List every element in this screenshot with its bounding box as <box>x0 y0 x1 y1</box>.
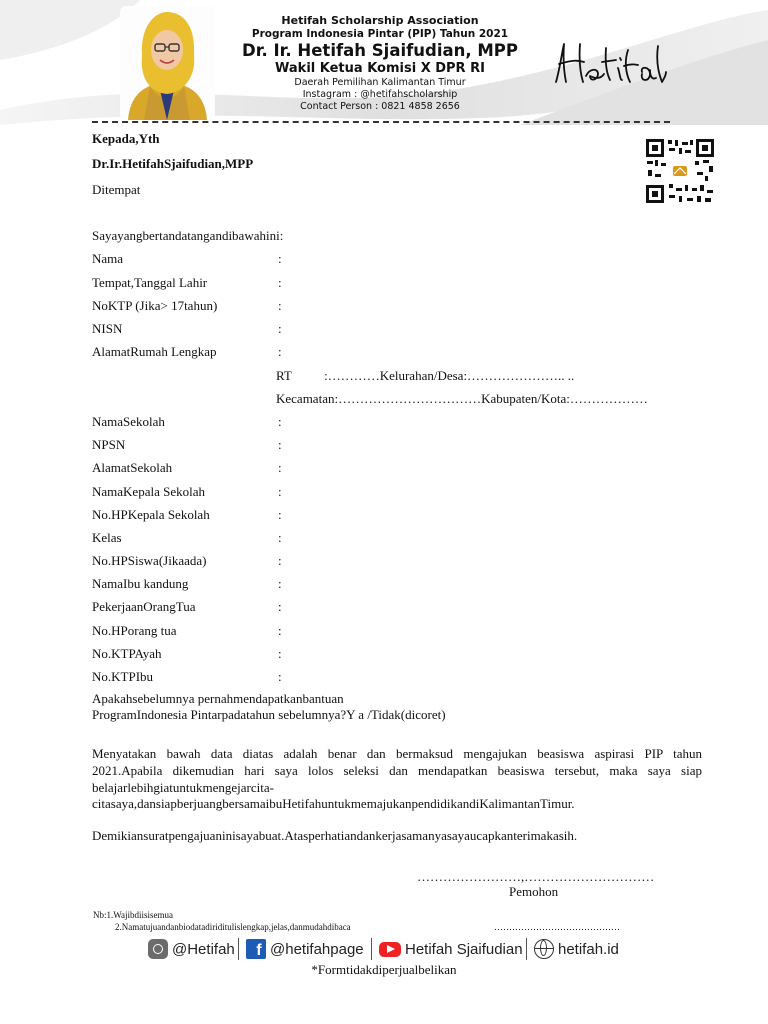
footer-separator <box>238 938 239 960</box>
youtube-icon <box>379 942 401 957</box>
field-label: AlamatRumah Lengkap <box>92 344 217 359</box>
field-colon: : <box>278 298 282 313</box>
header-divider <box>92 121 670 123</box>
field-label: NoKTP (Jika> 17tahun) <box>92 298 218 313</box>
field-colon: : <box>278 553 282 568</box>
field-colon: : <box>278 251 282 266</box>
signature-line: …………………………………… <box>494 922 620 932</box>
field-colon: : <box>278 530 282 545</box>
signature-logo <box>550 38 670 88</box>
field-label: Kelas <box>92 530 122 545</box>
applicant-label: Pemohon <box>509 884 559 899</box>
field-colon: : <box>278 484 282 499</box>
field-label: No.HPKepala Sekolah <box>92 507 210 522</box>
statement-line-2: 2021.Apabila dikemudian hari saya lolos seleksi dan mendapatkan beasiswa tersebut, maka saya siap <box>92 763 702 778</box>
field-colon: : <box>278 599 282 614</box>
globe-icon <box>534 939 554 959</box>
instagram-icon <box>148 939 168 959</box>
instagram-handle: Instagram : @hetifahscholarship <box>302 89 458 100</box>
statement-line-1: Menyatakan bawah data diatas adalah benar dan bermaksud mengajukan beasiswa aspirasi PIP tahun <box>92 746 702 761</box>
field-label: Nama <box>92 251 124 266</box>
official-position: Wakil Ketua Komisi X DPR RI <box>275 61 485 76</box>
kecamatan-kabupaten-line: Kecamatan:……………………………Kabupaten/Kota:……………… <box>276 391 648 406</box>
field-colon: : <box>278 623 282 638</box>
field-colon: : <box>278 437 282 452</box>
field-colon: : <box>278 576 282 591</box>
footer-website[interactable] <box>534 938 619 960</box>
qr-code-icon <box>645 138 715 204</box>
recipient-name: Dr.Ir.HetifahSjaifudian,MPP <box>92 156 254 171</box>
intro-text: Sayayangbertandatangandibawahini: <box>92 228 284 243</box>
footer-instagram[interactable] <box>148 938 235 960</box>
rt-kelurahan-line: RT :…………Kelurahan/Desa:………………….. .. <box>276 368 575 383</box>
field-colon: : <box>278 507 282 522</box>
closing-text: Demikiansuratpengajuaninisayabuat.Atasperhatiandankerjasamanyasayaucapkanterimakasih. <box>92 828 578 843</box>
footer-separator <box>526 938 527 960</box>
instagram-text: @Hetifah <box>172 940 235 958</box>
facebook-icon: f <box>246 939 266 959</box>
field-label: Tempat,Tanggal Lahir <box>92 275 208 290</box>
field-colon: : <box>278 344 282 359</box>
facebook-text: @hetifahpage <box>270 940 364 958</box>
field-label: No.HPSiswa(Jikaada) <box>92 553 207 568</box>
portrait-icon <box>120 6 215 120</box>
field-label: No.HPorang tua <box>92 623 177 638</box>
question-line-2: ProgramIndonesia Pintarpadatahun sebelumnya?Y a /Tidak(dicoret) <box>92 707 446 722</box>
not-for-sale-notice: *Formtidakdiperjualbelikan <box>311 962 457 977</box>
footer-facebook[interactable] <box>246 938 364 960</box>
official-name: Dr. Ir. Hetifah Sjaifudian, MPP <box>242 41 518 60</box>
note-2: 2.Namatujuandanbiodatadiriditulislengkap,jelas,danmudahdibaca <box>115 922 351 932</box>
field-colon: : <box>278 460 282 475</box>
field-colon: : <box>278 669 282 684</box>
website-text: hetifah.id <box>558 940 619 958</box>
field-label: NamaSekolah <box>92 414 165 429</box>
question-line-1: Apakahsebelumnya pernahmendapatkanbantuan <box>92 691 344 706</box>
field-label: NISN <box>92 321 123 336</box>
footer-separator <box>371 938 372 960</box>
association-name: Hetifah Scholarship Association <box>281 14 479 27</box>
contact-person: Contact Person : 0821 4858 2656 <box>300 101 460 112</box>
field-label: NPSN <box>92 437 126 452</box>
program-title: Program Indonesia Pintar (PIP) Tahun 2021 <box>251 28 509 40</box>
letterhead <box>0 0 768 125</box>
field-label: AlamatSekolah <box>92 460 173 475</box>
statement-line-3: belajarlebihgiatuntukmengejarcita- <box>92 780 274 795</box>
field-label: PekerjaanOrangTua <box>92 599 196 614</box>
field-label: NamaKepala Sekolah <box>92 484 205 499</box>
field-colon: : <box>278 275 282 290</box>
field-label: No.KTPIbu <box>92 669 154 684</box>
statement-line-4: citasaya,dansiapberjuangbersamaibuHetifahuntukmemajukanpendidikandiKalimantanTimur. <box>92 796 575 811</box>
field-colon: : <box>278 321 282 336</box>
field-label: NamaIbu kandung <box>92 576 189 591</box>
letterhead-text <box>240 14 520 113</box>
youtube-text: Hetifah Sjaifudian <box>405 940 523 958</box>
district: Daerah Pemilihan Kalimantan Timur <box>294 77 466 88</box>
field-colon: : <box>278 646 282 661</box>
portrait-photo <box>120 6 215 120</box>
date-place-line: ……………………,………………………… <box>417 869 655 884</box>
field-label: No.KTPAyah <box>92 646 162 661</box>
footer-youtube[interactable] <box>379 938 523 960</box>
field-colon: : <box>278 414 282 429</box>
note-1: Nb:1.Wajibdiisisemua <box>93 910 174 920</box>
recipient-place: Ditempat <box>92 182 141 197</box>
social-footer <box>148 936 628 962</box>
recipient-salutation: Kepada,Yth <box>92 131 160 146</box>
